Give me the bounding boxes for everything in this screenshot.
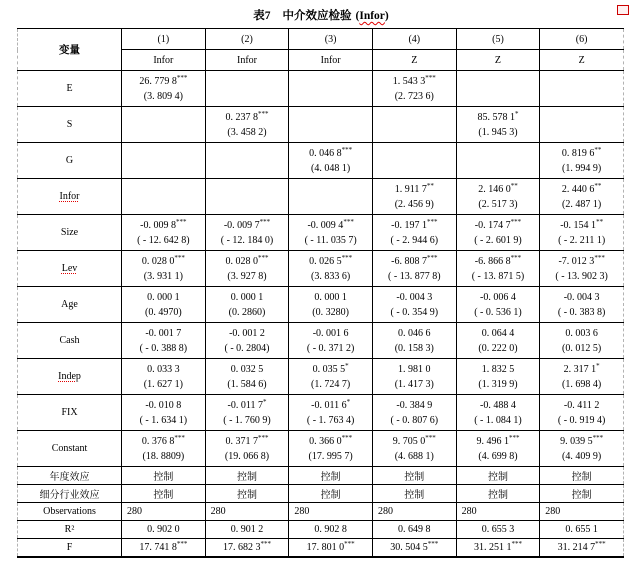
value-cell (372, 107, 456, 143)
t-statistic: (0. 012 5) (562, 342, 602, 354)
table-row (18, 395, 624, 431)
coefficient: 0. 028 0*** (225, 253, 269, 267)
coefficient (208, 74, 287, 89)
table-row (18, 467, 624, 485)
stat-cell: 控制 (456, 467, 540, 485)
value-cell (289, 323, 373, 359)
coefficient: 0. 032 5 (230, 363, 264, 375)
t-statistic: (1. 627 1) (143, 378, 183, 390)
coefficient: -0. 004 3 (563, 291, 600, 303)
value-cell (372, 215, 456, 251)
coefficient: 0. 026 5*** (309, 253, 353, 267)
t-statistic: ( - 0. 807 6) (390, 414, 439, 426)
paren-open: ( (355, 10, 360, 22)
stat-cell: 控制 (289, 485, 373, 503)
coefficient: 9. 039 5*** (560, 433, 604, 447)
stat-cell: 0. 902 8 (289, 521, 373, 539)
t-statistic: ( - 12. 184 0) (220, 234, 274, 246)
coefficient: 0. 819 6** (561, 145, 602, 159)
t-statistic: (1. 584 6) (227, 378, 267, 390)
row-label: E (18, 71, 122, 107)
table-title-paren (356, 10, 389, 22)
row-label: Constant (18, 431, 122, 467)
value-cell (205, 71, 289, 107)
t-statistic: ( - 1. 760 9) (223, 414, 271, 426)
coefficient: -0. 006 4 (480, 291, 516, 303)
t-statistic: (0. 222 0) (478, 342, 518, 354)
t-statistic (459, 161, 538, 176)
t-statistic: (1. 319 9) (478, 378, 518, 390)
row-label: S (18, 107, 122, 143)
t-statistic: ( - 0. 354 9) (390, 306, 439, 318)
value-cell (456, 143, 540, 179)
value-cell (289, 431, 373, 467)
stat-cell: 280 (456, 503, 540, 521)
t-statistic: ( - 0. 919 4) (557, 414, 606, 426)
column-header: (6) (540, 29, 624, 50)
value-cell (289, 71, 373, 107)
coefficient (542, 74, 621, 89)
stat-cell: 控制 (205, 467, 289, 485)
value-cell (122, 431, 206, 467)
model-header: Z (456, 50, 540, 71)
table-row (18, 359, 624, 395)
t-statistic: (0. 2860) (228, 306, 266, 318)
coefficient: -0. 488 4 (480, 399, 516, 411)
value-cell (122, 251, 206, 287)
table-title-text: 中介效应检验 (282, 10, 352, 22)
t-statistic: ( - 13. 902 3) (555, 270, 608, 282)
t-statistic (542, 89, 621, 104)
row-label: Lev (18, 251, 122, 287)
value-cell (289, 395, 373, 431)
column-header: (2) (205, 29, 289, 50)
coefficient: 26. 779 8*** (139, 73, 188, 87)
t-statistic: ( - 0. 388 8) (139, 342, 188, 354)
coefficient: -0. 009 7*** (223, 217, 271, 231)
value-cell (122, 395, 206, 431)
value-cell (372, 71, 456, 107)
model-header: Infor (205, 50, 289, 71)
stat-cell: 控制 (540, 467, 624, 485)
value-cell (289, 359, 373, 395)
coefficient: 0. 237 8*** (225, 109, 269, 123)
t-statistic: (17. 995 7) (308, 450, 353, 462)
stat-cell: 280 (289, 503, 373, 521)
t-statistic: (0. 4970) (144, 306, 182, 318)
t-statistic: ( - 2. 601 9) (474, 234, 522, 246)
t-statistic: (1. 417 3) (394, 378, 434, 390)
t-statistic: ( - 0. 383 8) (557, 306, 606, 318)
value-cell (456, 431, 540, 467)
coefficient: 0. 035 5* (312, 361, 349, 375)
coefficient (375, 146, 454, 161)
coefficient (291, 110, 370, 125)
t-statistic: ( - 0. 2804) (224, 342, 270, 354)
coefficient: 9. 496 1*** (476, 433, 520, 447)
row-label: Age (18, 287, 122, 323)
value-cell (372, 323, 456, 359)
coefficient: 0. 371 7*** (225, 433, 269, 447)
table-row (18, 71, 624, 107)
t-statistic (124, 197, 203, 212)
t-statistic: (3. 809 4) (143, 90, 183, 102)
coefficient: 0. 003 6 (565, 327, 598, 339)
t-statistic (291, 125, 370, 140)
value-cell (289, 215, 373, 251)
model-header: Z (372, 50, 456, 71)
value-cell (205, 143, 289, 179)
t-statistic (375, 161, 454, 176)
coefficient: 1. 543 3*** (392, 73, 436, 87)
t-statistic: (18. 8809) (142, 450, 185, 462)
table-row (18, 431, 624, 467)
model-header: Z (540, 50, 624, 71)
coefficient: -6. 808 7*** (391, 253, 438, 267)
t-statistic: ( - 1. 634 1) (139, 414, 188, 426)
value-cell (372, 179, 456, 215)
t-statistic: (2. 487 1) (562, 198, 602, 210)
coefficient: -0. 001 6 (312, 327, 349, 339)
coefficient: 0. 033 3 (147, 363, 180, 375)
table-title (0, 0, 642, 28)
coefficient: 2. 317 1* (563, 361, 600, 375)
table-row (18, 143, 624, 179)
value-cell (456, 107, 540, 143)
t-statistic: (0. 158 3) (394, 342, 434, 354)
value-cell (122, 143, 206, 179)
stat-cell: 控制 (289, 467, 373, 485)
t-statistic: (3. 833 6) (311, 270, 351, 282)
row-label: Cash (18, 323, 122, 359)
value-cell (456, 359, 540, 395)
value-cell (456, 179, 540, 215)
coefficient (291, 182, 370, 197)
coefficient: 2. 146 0** (478, 181, 518, 195)
value-cell (205, 251, 289, 287)
coefficient: 0. 028 0*** (141, 253, 185, 267)
coefficient: 0. 000 1 (147, 291, 180, 303)
t-statistic: (2. 456 9) (394, 198, 434, 210)
value-cell (122, 179, 206, 215)
value-cell (540, 287, 624, 323)
table-row (18, 503, 624, 521)
table-row (18, 287, 624, 323)
coefficient: 1. 981 0 (398, 363, 431, 375)
coefficient: -0. 384 9 (396, 399, 433, 411)
table-row (18, 215, 624, 251)
coefficient: -0. 154 1** (560, 217, 604, 231)
stat-cell: 280 (540, 503, 624, 521)
coefficient: 0. 046 6 (398, 327, 431, 339)
table-row (18, 323, 624, 359)
row-label: Size (18, 215, 122, 251)
coefficient: -0. 411 2 (563, 399, 600, 411)
stat-cell: 控制 (122, 467, 206, 485)
coefficient (208, 146, 287, 161)
coefficient: -0. 004 3 (396, 291, 433, 303)
value-cell (540, 323, 624, 359)
coefficient: -0. 197 1*** (391, 217, 438, 231)
value-cell (540, 107, 624, 143)
value-cell (122, 323, 206, 359)
coefficient: 0. 046 8*** (309, 145, 353, 159)
t-statistic (542, 125, 621, 140)
paren-close: ) (384, 10, 389, 22)
t-statistic (124, 161, 203, 176)
row-label: R² (18, 521, 122, 539)
row-label: 细分行业效应 (18, 485, 122, 503)
t-statistic (375, 125, 454, 140)
t-statistic: (19. 066 8) (224, 450, 270, 462)
coefficient: -0. 009 4*** (307, 217, 354, 231)
t-statistic: ( - 2. 211 1) (558, 234, 606, 246)
coefficient: -7. 012 3*** (558, 253, 605, 267)
coefficient (124, 146, 203, 161)
t-statistic (291, 197, 370, 212)
table-row (18, 539, 624, 557)
value-cell (372, 251, 456, 287)
coefficient: -0. 011 6* (311, 397, 351, 411)
value-cell (122, 215, 206, 251)
column-header: (3) (289, 29, 373, 50)
row-label: Observations (18, 503, 122, 521)
value-cell (122, 107, 206, 143)
coefficient (542, 110, 621, 125)
t-statistic: (3. 927 8) (227, 270, 267, 282)
value-cell (456, 215, 540, 251)
table-row (18, 179, 624, 215)
table-row (18, 251, 624, 287)
coefficient: 0. 376 8*** (141, 433, 185, 447)
t-statistic: (4. 699 8) (478, 450, 518, 462)
t-statistic: (1. 724 7) (311, 378, 351, 390)
t-statistic: (0. 3280) (312, 306, 349, 318)
value-cell (456, 71, 540, 107)
value-cell (456, 251, 540, 287)
stat-cell: 280 (205, 503, 289, 521)
coefficient: 1. 911 7** (394, 181, 434, 195)
coefficient: 0. 000 1 (230, 291, 264, 303)
data-table (17, 28, 624, 558)
value-cell (456, 287, 540, 323)
t-statistic: (1. 994 9) (562, 162, 602, 174)
value-cell (205, 215, 289, 251)
coefficient: -0. 001 2 (229, 327, 265, 339)
coefficient (375, 110, 454, 125)
value-cell (372, 287, 456, 323)
row-label: G (18, 143, 122, 179)
coefficient (208, 182, 287, 197)
stat-cell: 控制 (456, 485, 540, 503)
coefficient: -0. 009 8*** (140, 217, 187, 231)
value-cell (289, 251, 373, 287)
coefficient: -0. 011 7* (227, 397, 267, 411)
value-cell (372, 143, 456, 179)
value-cell (540, 251, 624, 287)
t-statistic (208, 161, 287, 176)
t-statistic: (4. 409 9) (562, 450, 602, 462)
value-cell (122, 359, 206, 395)
value-cell (122, 71, 206, 107)
stat-cell: 31. 251 1*** (456, 539, 540, 557)
t-statistic: (3. 931 1) (143, 270, 183, 282)
t-statistic: ( - 12. 642 8) (137, 234, 190, 246)
coefficient: 0. 366 0*** (309, 433, 353, 447)
coefficient (291, 74, 370, 89)
coefficient: -0. 001 7 (145, 327, 182, 339)
t-statistic: (1. 698 4) (562, 378, 602, 390)
t-statistic: ( - 13. 871 5) (471, 270, 525, 282)
t-statistic: (4. 688 1) (394, 450, 434, 462)
table-row (18, 107, 624, 143)
row-label: Indep (18, 359, 122, 395)
value-cell (205, 323, 289, 359)
model-header: Infor (122, 50, 206, 71)
table-number: 表7 (253, 10, 271, 22)
stat-cell: 0. 902 0 (122, 521, 206, 539)
t-statistic (459, 89, 538, 104)
value-cell (372, 359, 456, 395)
value-cell (540, 431, 624, 467)
table-row (18, 521, 624, 539)
column-header: (4) (372, 29, 456, 50)
value-cell (289, 107, 373, 143)
t-statistic: (3. 458 2) (227, 126, 267, 138)
stat-cell: 31. 214 7*** (540, 539, 624, 557)
stat-cell: 17. 801 0*** (289, 539, 373, 557)
value-cell (456, 323, 540, 359)
t-statistic: (4. 048 1) (311, 162, 351, 174)
stat-cell: 0. 901 2 (205, 521, 289, 539)
coefficient: 85. 578 1* (477, 109, 519, 123)
model-header: Infor (289, 50, 373, 71)
stat-cell: 280 (372, 503, 456, 521)
stat-cell: 控制 (540, 485, 624, 503)
table-row (18, 485, 624, 503)
t-statistic: ( - 0. 371 2) (306, 342, 355, 354)
t-statistic (208, 89, 287, 104)
stat-cell: 17. 741 8*** (122, 539, 206, 557)
t-statistic: ( - 1. 084 1) (474, 414, 522, 426)
coefficient: 9. 705 0*** (392, 433, 436, 447)
coefficient: 2. 440 6** (561, 181, 602, 195)
stat-cell: 30. 504 5*** (372, 539, 456, 557)
value-cell (289, 287, 373, 323)
t-statistic: ( - 0. 536 1) (474, 306, 522, 318)
value-cell (540, 359, 624, 395)
value-cell (289, 179, 373, 215)
row-label: FIX (18, 395, 122, 431)
value-cell (540, 71, 624, 107)
value-cell (540, 395, 624, 431)
stat-cell: 控制 (205, 485, 289, 503)
t-statistic (208, 197, 287, 212)
column-header: (1) (122, 29, 206, 50)
value-cell (205, 287, 289, 323)
coefficient: 1. 832 5 (481, 363, 515, 375)
coefficient: -0. 174 7*** (474, 217, 522, 231)
row-label: Infor (18, 179, 122, 215)
value-cell (205, 179, 289, 215)
t-statistic (291, 89, 370, 104)
stat-cell: 0. 655 1 (540, 521, 624, 539)
stat-cell: 280 (122, 503, 206, 521)
value-cell (205, 107, 289, 143)
red-square-icon (617, 5, 629, 15)
value-cell (540, 143, 624, 179)
stat-cell: 0. 649 8 (372, 521, 456, 539)
value-cell (540, 215, 624, 251)
t-statistic: ( - 2. 944 6) (390, 234, 439, 246)
coefficient (124, 110, 203, 125)
t-statistic: ( - 11. 035 7) (304, 234, 357, 246)
row-label: 年度效应 (18, 467, 122, 485)
stat-cell: 0. 655 3 (456, 521, 540, 539)
table-body (18, 71, 624, 557)
stat-cell: 17. 682 3*** (205, 539, 289, 557)
value-cell (372, 431, 456, 467)
title-keyword: Infor (359, 10, 385, 22)
t-statistic (124, 125, 203, 140)
value-cell (540, 179, 624, 215)
variable-header: 变量 (18, 29, 122, 71)
coefficient (459, 146, 538, 161)
coefficient: 0. 064 4 (481, 327, 515, 339)
coefficient: -0. 010 8 (145, 399, 182, 411)
row-label: F (18, 539, 122, 557)
t-statistic: (1. 945 3) (478, 126, 518, 138)
value-cell (122, 287, 206, 323)
stat-cell: 控制 (122, 485, 206, 503)
header-row-numbers (18, 29, 624, 50)
coefficient: -6. 866 8*** (474, 253, 522, 267)
coefficient (459, 74, 538, 89)
t-statistic: (2. 517 3) (478, 198, 518, 210)
value-cell (456, 395, 540, 431)
coefficient (124, 182, 203, 197)
t-statistic: ( - 1. 763 4) (306, 414, 355, 426)
stat-cell: 控制 (372, 485, 456, 503)
column-header: (5) (456, 29, 540, 50)
value-cell (205, 431, 289, 467)
value-cell (289, 143, 373, 179)
coefficient: 0. 000 1 (314, 291, 347, 303)
stat-cell: 控制 (372, 467, 456, 485)
value-cell (205, 395, 289, 431)
value-cell (372, 395, 456, 431)
value-cell (205, 359, 289, 395)
t-statistic: ( - 13. 877 8) (388, 270, 441, 282)
t-statistic: (2. 723 6) (394, 90, 434, 102)
